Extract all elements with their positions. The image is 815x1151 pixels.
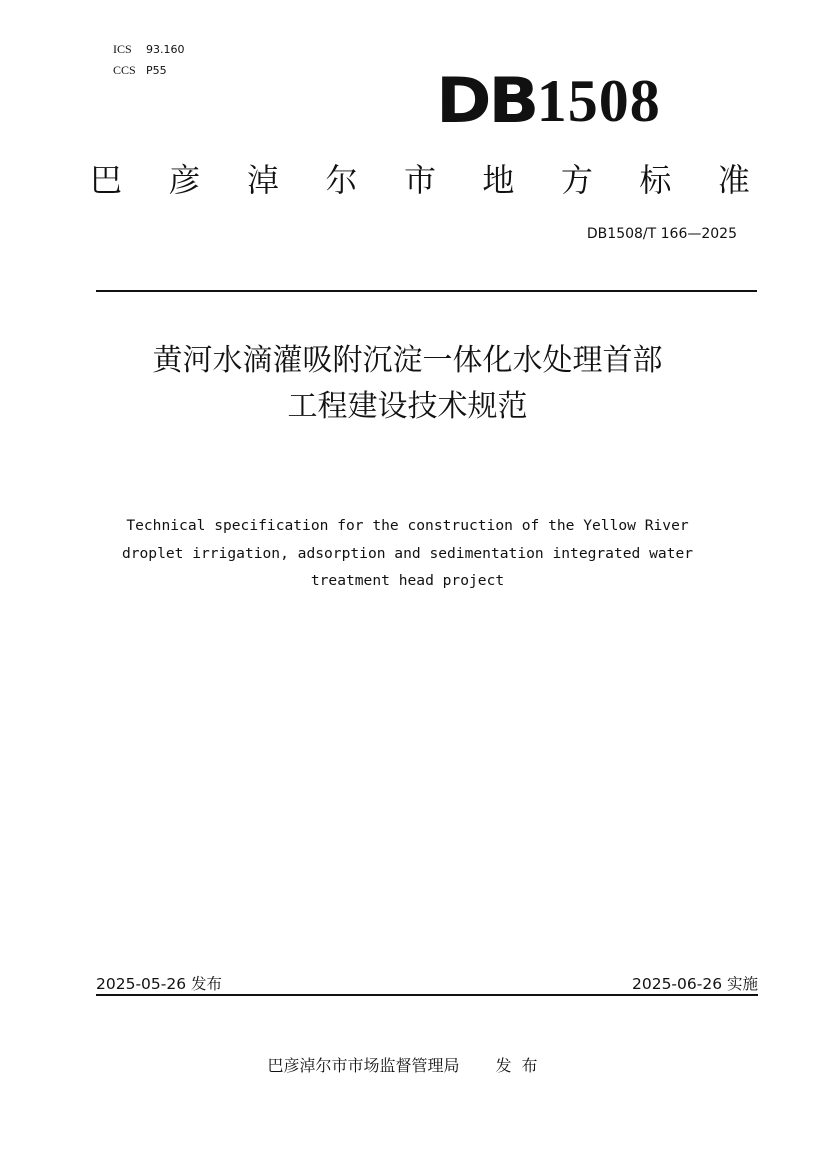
standard-type-char: 彦: [168, 161, 201, 199]
ccs-value: P55: [146, 64, 167, 77]
standard-code: DB1508/T 166—2025: [586, 226, 737, 242]
db-logo-number: 1508: [536, 68, 661, 134]
english-title-line: droplet irrigation, adsorption and sedimentation integrated water: [121, 544, 694, 562]
chinese-title-line: 黄河水滴灌吸附沉淀一体化水处理首部: [152, 343, 663, 378]
top-divider: [96, 290, 757, 292]
ics-classification: [113, 41, 185, 58]
db-logo-prefix: DB: [436, 64, 537, 137]
issuer-name: 巴彦淖尔市市场监督管理局: [267, 1056, 460, 1075]
standard-type-char: 地: [482, 161, 515, 199]
implementation-date: 2025-06-26 实施: [631, 975, 758, 993]
standard-type-char: 市: [403, 161, 436, 199]
issue-date: 2025-05-26 发布: [96, 975, 223, 993]
ics-value: 93.160: [146, 43, 185, 56]
english-title-line: Technical specification for the construction of the Yellow River: [126, 517, 689, 534]
english-title: [70, 512, 745, 595]
bottom-divider: [96, 994, 758, 996]
ics-label: ICS: [113, 42, 132, 56]
ccs-label: CCS: [113, 63, 136, 77]
db-logo: [436, 64, 661, 137]
issuer-action: 发布: [495, 1056, 548, 1075]
standard-type-char: 淖: [246, 161, 279, 199]
issuer-line: [0, 1053, 815, 1076]
standard-type-heading: [90, 158, 750, 202]
standard-type-char: 尔: [325, 161, 358, 199]
chinese-title-line: 工程建设技术规范: [287, 389, 528, 424]
standard-type-char: 巴: [90, 161, 123, 199]
english-title-line: treatment head project: [310, 572, 505, 589]
chinese-title: [40, 338, 775, 430]
ccs-classification: [113, 62, 167, 79]
standard-type-char: 准: [717, 161, 750, 199]
standard-type-char: 标: [639, 161, 672, 199]
standard-type-char: 方: [560, 161, 593, 199]
